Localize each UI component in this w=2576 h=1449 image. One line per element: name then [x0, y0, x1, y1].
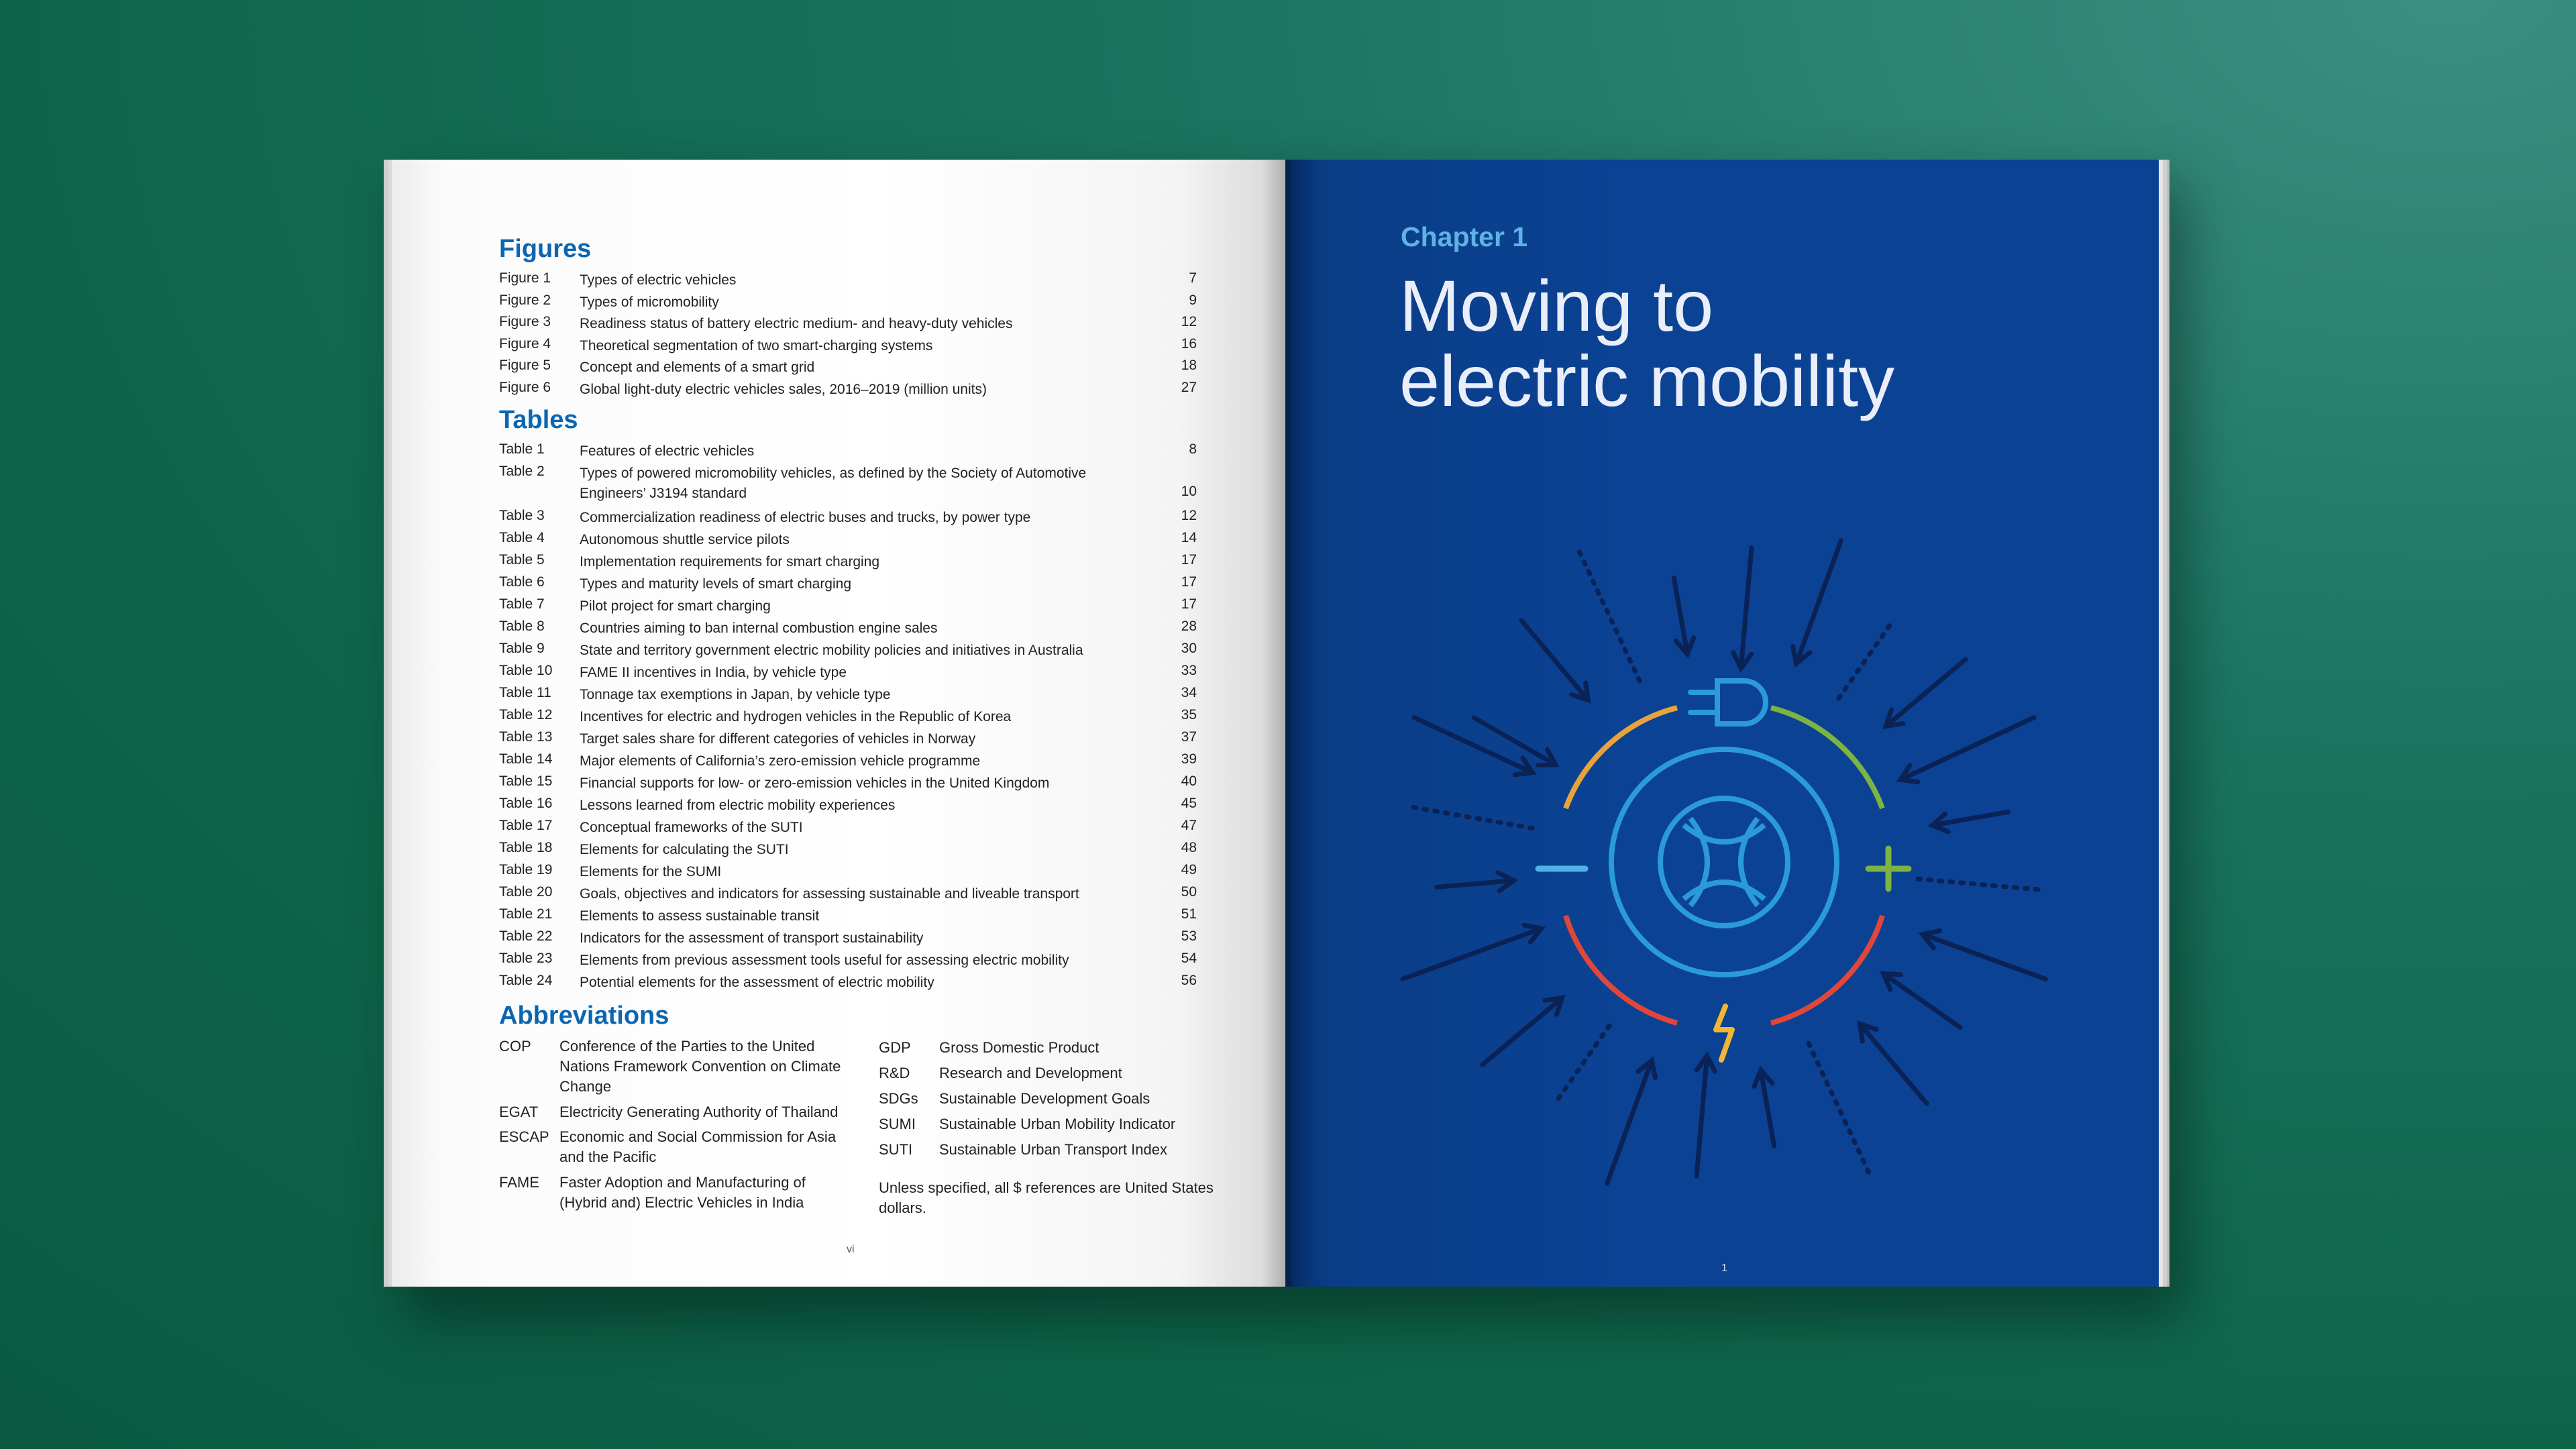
table-entry — [499, 818, 1197, 839]
book-gutter — [1261, 160, 1315, 1287]
table-entry — [499, 508, 1197, 529]
chapter-title — [1399, 265, 2070, 421]
plug-icon — [1690, 681, 1766, 724]
entry-page: 40 — [1181, 773, 1197, 789]
entry-label: Table 10 — [499, 663, 553, 678]
entry-label: Table 19 — [499, 862, 553, 877]
table-entry — [499, 729, 1197, 751]
entry-title: Theoretical segmentation of two smart-charging systems — [580, 337, 933, 354]
entry-label: Figure 1 — [499, 270, 551, 286]
table-entry — [499, 773, 1197, 795]
electric-mobility-illustration — [1395, 530, 2053, 1201]
chapter-label: Chapter 1 — [1401, 221, 1528, 252]
arrow-shaft — [1558, 1022, 1612, 1099]
entry-label: Table 9 — [499, 641, 545, 656]
abbreviation-code: R&D — [879, 1065, 910, 1081]
arrow-shaft — [1796, 541, 1841, 663]
entry-title: Autonomous shuttle service pilots — [580, 532, 790, 547]
entry-title: Elements for calculating the SUTI — [580, 842, 789, 857]
table-entry — [499, 596, 1197, 618]
entry-title: Potential elements for the assessment of electric mobility — [580, 975, 934, 990]
entry-page: 17 — [1181, 596, 1197, 612]
arrow-shaft — [1403, 928, 1542, 979]
arrow-shaft — [1884, 973, 1961, 1027]
arc-green — [1771, 708, 1882, 808]
entry-label: Table 7 — [499, 596, 545, 612]
abbreviations-heading: Abbreviations — [499, 1002, 669, 1030]
abbreviation-code: ESCAP — [499, 1128, 549, 1145]
table-entry — [499, 685, 1197, 706]
entry-label: Table 20 — [499, 884, 553, 900]
entry-label: Table 1 — [499, 441, 545, 457]
entry-label: Table 3 — [499, 508, 545, 523]
entry-page: 53 — [1181, 928, 1197, 944]
table-entry — [499, 707, 1197, 729]
entry-title: FAME II incentives in India, by vehicle type — [580, 665, 847, 680]
table-entry — [499, 884, 1197, 906]
figure-entry — [499, 314, 1197, 335]
entry-title: Major elements of California’s zero-emission vehicle programme — [580, 753, 981, 769]
entry-label: Table 17 — [499, 818, 553, 833]
figures-heading: Figures — [499, 235, 592, 263]
arrow-shaft — [1900, 717, 2034, 780]
entry-label: Table 8 — [499, 619, 545, 634]
entry-title: Concept and elements of a smart grid — [580, 360, 815, 375]
arrow-shaft — [1807, 1038, 1869, 1172]
entry-label: Figure 4 — [499, 335, 551, 352]
entry-title: Global light-duty electric vehicles sales, 2016–2019 (million units) — [580, 381, 987, 397]
abbreviation-definition: Research and Development — [939, 1065, 1122, 1081]
entry-page: 37 — [1181, 729, 1197, 745]
page-number-right: 1 — [1721, 1263, 1727, 1274]
entry-label: Table 6 — [499, 574, 545, 590]
abbreviation-code: FAME — [499, 1174, 539, 1191]
entry-page: 27 — [1181, 379, 1197, 395]
figure-entry — [499, 336, 1197, 358]
entry-label: Table 21 — [499, 906, 553, 922]
abbreviation-definition: Gross Domestic Product — [939, 1039, 1099, 1056]
entry-page: 49 — [1181, 862, 1197, 877]
arrow-shaft — [1923, 934, 2045, 979]
table-entry — [499, 951, 1197, 972]
arc-red-left — [1566, 916, 1677, 1023]
entry-title: Commercialization readiness of electric buses and trucks, by power type — [580, 510, 1031, 525]
entry-page: 17 — [1181, 574, 1197, 590]
abbreviation-code: GDP — [879, 1039, 911, 1056]
figure-entry — [499, 270, 1197, 292]
entry-label: Figure 2 — [499, 292, 551, 308]
arc-orange — [1566, 708, 1677, 808]
abbreviation-code: SUTI — [879, 1141, 913, 1158]
entry-page: 14 — [1181, 530, 1197, 545]
inward-arrows — [1403, 541, 2045, 1183]
entry-page: 10 — [1181, 484, 1197, 499]
entry-page: 50 — [1181, 884, 1197, 900]
arrow-shaft — [1860, 1024, 1927, 1104]
entry-page: 54 — [1181, 951, 1197, 966]
abbreviation-definition: Sustainable Urban Transport Index — [939, 1141, 1167, 1158]
plus-icon — [1868, 849, 1909, 889]
abbreviation-code: EGAT — [499, 1104, 539, 1120]
entry-page: 17 — [1181, 552, 1197, 568]
entry-label: Figure 3 — [499, 314, 551, 329]
arrow-shaft — [1483, 998, 1562, 1065]
entry-label: Table 12 — [499, 707, 553, 722]
entry-title: Pilot project for smart charging — [580, 598, 771, 614]
arrow-shaft — [1414, 717, 1533, 772]
entry-label: Table 5 — [499, 552, 545, 568]
arrow-shaft — [1835, 626, 1889, 703]
entry-title: Incentives for electric and hydrogen vehicles in the Republic of Korea — [580, 709, 1012, 724]
entry-label: Table 18 — [499, 840, 553, 855]
table-entry — [499, 906, 1197, 928]
entry-title: Target sales share for different categories of vehicles in Norway — [580, 731, 976, 747]
table-entry — [499, 796, 1197, 817]
entry-page: 8 — [1189, 441, 1197, 457]
table-entry — [499, 530, 1197, 551]
table-entry — [499, 663, 1197, 684]
entry-title: Indicators for the assessment of transport sustainability — [580, 930, 924, 946]
entry-page: 39 — [1181, 751, 1197, 767]
figure-entry — [499, 292, 1197, 314]
table-entry — [499, 552, 1197, 574]
entry-page: 18 — [1181, 358, 1197, 373]
table-entry — [499, 751, 1197, 773]
abbreviation-definition: Economic and Social Commission for Asia and the Pacific — [559, 1128, 837, 1165]
page-number-left: vi — [847, 1244, 855, 1255]
table-entry — [499, 464, 1197, 506]
entry-label: Table 23 — [499, 951, 553, 966]
entry-page: 33 — [1181, 663, 1197, 678]
arrow-shaft — [1413, 807, 1532, 828]
entry-label: Table 22 — [499, 928, 553, 944]
abbreviation-definition: Sustainable Urban Mobility Indicator — [939, 1116, 1176, 1132]
entry-page: 12 — [1181, 314, 1197, 329]
abbreviation-definition: Sustainable Development Goals — [939, 1090, 1150, 1107]
table-entry — [499, 973, 1197, 994]
chapter-title-line-2: electric mobility — [1399, 340, 1895, 421]
entry-title: Features of electric vehicles — [580, 443, 755, 459]
abbreviation-code: SUMI — [879, 1116, 916, 1132]
entry-page: 28 — [1181, 619, 1197, 634]
arrow-shaft — [1886, 659, 1966, 727]
entry-label: Table 2 — [499, 464, 545, 479]
abbreviation-definition: Conference of the Parties to the United Nations Framework Convention on Climate Change — [559, 1038, 841, 1095]
table-entry — [499, 441, 1197, 463]
arrow-shaft — [1607, 1061, 1652, 1183]
entry-label: Table 15 — [499, 773, 553, 789]
entry-page: 34 — [1181, 685, 1197, 700]
entry-page: 51 — [1181, 906, 1197, 922]
entry-title: Countries aiming to ban internal combustion engine sales — [580, 621, 938, 636]
entry-title: Elements for the SUMI — [580, 864, 722, 879]
entry-title: Financial supports for low- or zero-emission vehicles in the United Kingdom — [580, 775, 1050, 791]
tables-heading: Tables — [499, 406, 578, 434]
table-entry — [499, 862, 1197, 883]
entry-label: Table 14 — [499, 751, 553, 767]
entry-title: Tonnage tax exemptions in Japan, by vehicle type — [580, 687, 891, 702]
table-entry — [499, 574, 1197, 596]
arrow-shaft — [1579, 552, 1642, 686]
lightning-bolt-icon — [1716, 1006, 1732, 1060]
entry-page: 45 — [1181, 796, 1197, 811]
abbreviation-code: SDGs — [879, 1090, 918, 1107]
entry-page: 12 — [1181, 508, 1197, 523]
arrow-shaft — [1697, 1056, 1707, 1176]
entry-page: 47 — [1181, 818, 1197, 833]
arrow-shaft — [1474, 718, 1556, 765]
entry-title: State and territory government electric mobility policies and initiatives in Australia — [580, 643, 1083, 658]
entry-page: 16 — [1181, 335, 1197, 352]
entry-title: Elements from previous assessment tools useful for assessing electric mobility — [580, 953, 1069, 968]
entry-title: Lessons learned from electric mobility experiences — [580, 798, 896, 813]
entry-label: Table 13 — [499, 729, 553, 745]
entry-page: 35 — [1181, 707, 1197, 722]
currency-note: Unless specified, all $ references are United States dollars. — [879, 1179, 1214, 1216]
entry-title: Types of powered micromobility vehicles, as defined by the Society of Automotive Engineers’ J3194 standard — [580, 466, 1087, 501]
figure-entry — [499, 358, 1197, 379]
entry-title: Readiness status of battery electric medium- and heavy-duty vehicles — [580, 316, 1013, 331]
abbreviation-definition: Faster Adoption and Manufacturing of (Hybrid and) Electric Vehicles in India — [559, 1174, 806, 1211]
entry-title: Goals, objectives and indicators for assessing sustainable and liveable transport — [580, 886, 1079, 902]
wheel-icon — [1611, 749, 1837, 975]
entry-title: Implementation requirements for smart charging — [580, 554, 880, 570]
entry-label: Table 16 — [499, 796, 553, 811]
entry-label: Figure 5 — [499, 358, 551, 373]
entry-page: 30 — [1181, 641, 1197, 656]
abbreviation-code: COP — [499, 1038, 531, 1055]
entry-page: 9 — [1189, 292, 1197, 308]
table-entry — [499, 928, 1197, 950]
entry-label: Table 24 — [499, 973, 553, 988]
entry-title: Types of micromobility — [580, 294, 719, 310]
table-entry — [499, 641, 1197, 662]
entry-label: Table 11 — [499, 685, 551, 700]
entry-page: 48 — [1181, 840, 1197, 855]
entry-page: 56 — [1181, 973, 1197, 988]
entry-title: Elements to assess sustainable transit — [580, 908, 820, 924]
arc-red-right — [1771, 916, 1882, 1023]
entry-title: Types and maturity levels of smart charging — [580, 576, 852, 592]
entry-title: Types of electric vehicles — [580, 272, 737, 288]
chapter-title-line-1: Moving to — [1399, 265, 1714, 346]
arrow-shaft — [1741, 548, 1752, 668]
arrow-shaft — [1918, 879, 2038, 890]
arrow-shaft — [1521, 621, 1589, 700]
entry-label: Table 4 — [499, 530, 545, 545]
entry-label: Figure 6 — [499, 379, 551, 395]
table-entry — [499, 840, 1197, 861]
figure-entry — [499, 380, 1197, 401]
table-entry — [499, 619, 1197, 640]
abbreviation-definition: Electricity Generating Authority of Thailand — [559, 1104, 839, 1120]
entry-title: Conceptual frameworks of the SUTI — [580, 820, 803, 835]
entry-page: 7 — [1189, 270, 1197, 286]
